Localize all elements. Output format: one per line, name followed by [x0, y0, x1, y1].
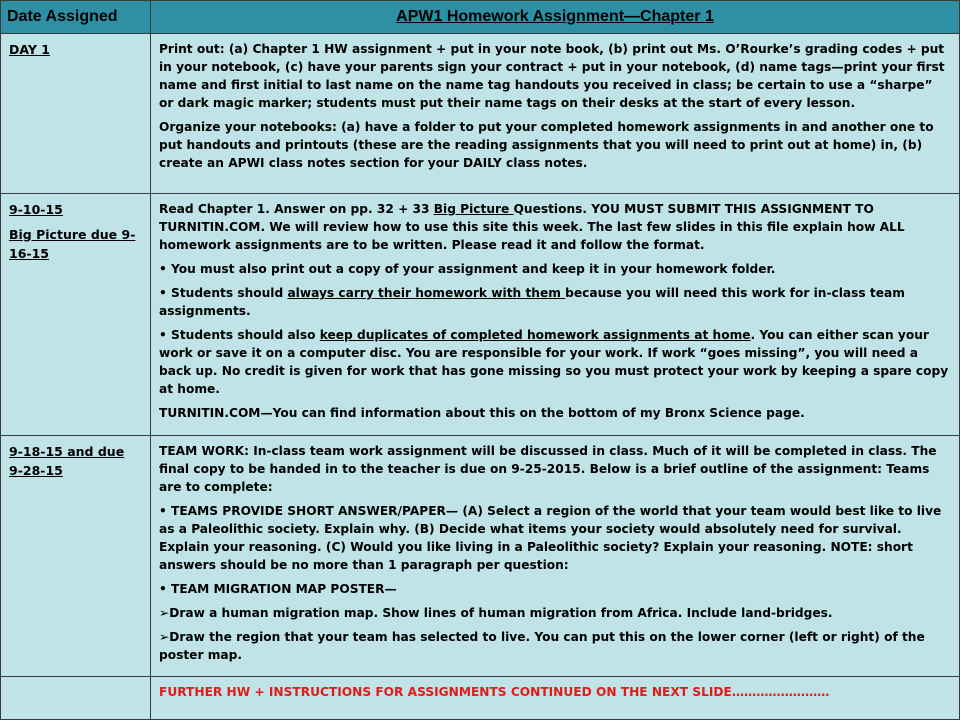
- row-body: [151, 677, 960, 720]
- text: because you will need this work for in-class team assignments.: [159, 286, 905, 318]
- text: . You can either scan your work or save it on a computer disc. You are responsible for your work. If work “goes missing”, you will need a back up. No credit is given for work that has gone missing so you must protect your work by keeping a spare copy at home.: [159, 328, 949, 396]
- bullet-item: [159, 260, 951, 278]
- date-label: 9-10-15: [9, 202, 63, 217]
- table-row: [1, 194, 960, 436]
- bullet-dot-icon: •: [159, 504, 172, 518]
- paragraph: TEAM WORK: In-class team work assignment will be discussed in class. Much of it will be completed in class. The final copy to be handed in to the teacher is due on 9-25-2015. Below is a brief outline of the assignment: Teams are to complete:: [159, 444, 937, 494]
- row-date: [1, 194, 151, 436]
- arrow-bullet-icon: ➢: [159, 630, 170, 644]
- row-date: [1, 34, 151, 194]
- bullet-dot-icon: •: [159, 582, 172, 596]
- row-body: [151, 34, 960, 194]
- arrow-item: [159, 628, 951, 664]
- header-title: APW1 Homework Assignment—Chapter 1: [151, 1, 960, 34]
- bullet-item: [159, 284, 951, 320]
- table-row: [1, 677, 960, 720]
- bullet-dot-icon: •: [159, 262, 172, 276]
- arrow-item: [159, 604, 951, 622]
- table-row: [1, 34, 960, 194]
- underlined-text: Big Picture: [433, 202, 514, 216]
- bullet-dot-icon: •: [159, 286, 172, 300]
- row-body: [151, 194, 960, 436]
- paragraph: Organize your notebooks: (a) have a folder to put your completed homework assignments in and another one to put handouts and printouts (these are the reading assignments that you will need to print out at home) in, (b) create an APWI class notes section for your DAILY class notes.: [159, 120, 934, 170]
- header-row: [1, 1, 960, 34]
- bullet-item: [159, 502, 951, 574]
- bullet-item: [159, 580, 951, 598]
- text: Read Chapter 1. Answer on pp. 32 + 33: [159, 202, 434, 216]
- text: Students should: [171, 286, 288, 300]
- text: TEAMS PROVIDE SHORT ANSWER/PAPER— (A) Select a region of the world that your team would best like to live as a Paleolithic society. Explain why. (B) Decide what items your society would absolutely need for survival. Explain your reasoning. (C) Would you like living in a Paleolithic society? Explain your reasoning. NOTE: short answers should be no more than 1 paragraph per question:: [159, 504, 942, 572]
- text: Questions. YOU MUST SUBMIT THIS ASSIGNMENT TO TURNITIN.COM. We will review how to use this site this week. The last few slides in this file explain how ALL homework assignments are to be written. Please read it and follow the format.: [159, 202, 905, 252]
- underlined-text: keep duplicates of completed homework assignments at home: [319, 328, 751, 342]
- text: Draw a human migration map. Show lines of human migration from Africa. Include land-bridges.: [169, 606, 833, 620]
- paragraph: Print out: (a) Chapter 1 HW assignment + put in your note book, (b) print out Ms. O’Rourke’s grading codes + put in your notebook, (c) have your parents sign your contract + put in your notebook, (d) name tags—print your first name and first initial to last name on the name tag handouts you received in class; be certain to use a “sharpe” or dark magic marker; students must put their name tags on their desks at the start of every lesson.: [159, 42, 945, 110]
- date-label: DAY 1: [9, 42, 50, 57]
- arrow-bullet-icon: ➢: [159, 606, 170, 620]
- underlined-text: always carry their homework with them: [287, 286, 566, 300]
- continued-note: FURTHER HW + INSTRUCTIONS FOR ASSIGNMENTS CONTINUED ON THE NEXT SLIDE……………………: [159, 685, 830, 699]
- text: TEAM MIGRATION MAP POSTER—: [171, 582, 397, 596]
- paragraph: TURNITIN.COM—You can find information about this on the bottom of my Bronx Science page.: [159, 406, 805, 420]
- row-body: [151, 436, 960, 677]
- bullet-item: [159, 326, 951, 398]
- text: Students should also: [171, 328, 320, 342]
- header-date: Date Assigned: [1, 1, 151, 34]
- paragraph: [159, 200, 951, 254]
- row-date-empty: [1, 677, 151, 720]
- date-label: 9-18-15 and due 9-28-15: [9, 444, 125, 478]
- text: You must also print out a copy of your assignment and keep it in your homework folder.: [171, 262, 776, 276]
- row-date: [1, 436, 151, 677]
- text: Draw the region that your team has selected to live. You can put this on the lower corner (left or right) of the poster map.: [159, 630, 925, 662]
- bullet-dot-icon: •: [159, 328, 172, 342]
- table-row: [1, 436, 960, 677]
- due-label: Big Picture due 9-16-15: [9, 227, 136, 261]
